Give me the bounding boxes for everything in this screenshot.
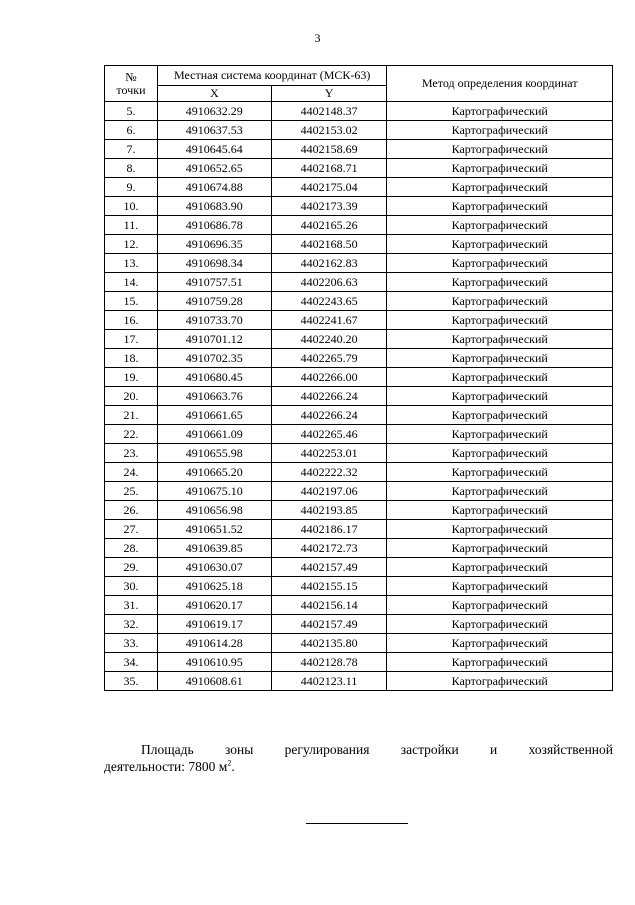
point-number-cell: 34. — [105, 653, 158, 672]
y-coordinate-cell: 4402157.49 — [271, 615, 387, 634]
x-coordinate-cell: 4910639.85 — [157, 539, 271, 558]
point-number-cell: 16. — [105, 311, 158, 330]
x-coordinate-cell: 4910680.45 — [157, 368, 271, 387]
x-coordinate-cell: 4910757.51 — [157, 273, 271, 292]
point-number-cell: 5. — [105, 102, 158, 121]
x-coordinate-cell: 4910614.28 — [157, 634, 271, 653]
area-value: деятельности: 7800 м — [104, 759, 228, 774]
x-coordinate-cell: 4910620.17 — [157, 596, 271, 615]
x-coordinate-cell: 4910683.90 — [157, 197, 271, 216]
x-coordinate-cell: 4910661.09 — [157, 425, 271, 444]
table-row — [105, 349, 613, 368]
table-row — [105, 330, 613, 349]
x-coordinate-cell: 4910625.18 — [157, 577, 271, 596]
x-coordinate-cell: 4910619.17 — [157, 615, 271, 634]
table-row — [105, 425, 613, 444]
point-number-cell: 30. — [105, 577, 158, 596]
table-row — [105, 444, 613, 463]
point-number-cell: 33. — [105, 634, 158, 653]
point-number-cell: 19. — [105, 368, 158, 387]
x-coordinate-cell: 4910663.76 — [157, 387, 271, 406]
method-cell: Картографический — [387, 349, 613, 368]
x-coordinate-cell: 4910655.98 — [157, 444, 271, 463]
point-number-cell: 17. — [105, 330, 158, 349]
x-coordinate-cell: 4910665.20 — [157, 463, 271, 482]
point-number-cell: 9. — [105, 178, 158, 197]
method-cell: Картографический — [387, 596, 613, 615]
y-coordinate-cell: 4402265.46 — [271, 425, 387, 444]
table-row — [105, 387, 613, 406]
table-row — [105, 235, 613, 254]
x-coordinate-cell: 4910610.95 — [157, 653, 271, 672]
method-cell: Картографический — [387, 102, 613, 121]
method-cell: Картографический — [387, 482, 613, 501]
y-coordinate-cell: 4402266.00 — [271, 368, 387, 387]
point-number-cell: 25. — [105, 482, 158, 501]
y-coordinate-cell: 4402165.26 — [271, 216, 387, 235]
method-cell: Картографический — [387, 501, 613, 520]
y-coordinate-cell: 4402148.37 — [271, 102, 387, 121]
method-cell: Картографический — [387, 558, 613, 577]
table-row — [105, 520, 613, 539]
table-row — [105, 482, 613, 501]
point-number-cell: 21. — [105, 406, 158, 425]
method-cell: Картографический — [387, 292, 613, 311]
x-coordinate-cell: 4910651.52 — [157, 520, 271, 539]
y-coordinate-cell: 4402175.04 — [271, 178, 387, 197]
method-cell: Картографический — [387, 672, 613, 691]
point-number-cell: 8. — [105, 159, 158, 178]
method-cell: Картографический — [387, 387, 613, 406]
method-cell: Картографический — [387, 444, 613, 463]
y-coordinate-cell: 4402206.63 — [271, 273, 387, 292]
method-cell: Картографический — [387, 254, 613, 273]
table-row — [105, 558, 613, 577]
point-number-cell: 20. — [105, 387, 158, 406]
x-coordinate-cell: 4910733.70 — [157, 311, 271, 330]
table-row — [105, 273, 613, 292]
y-coordinate-cell: 4402240.20 — [271, 330, 387, 349]
y-coordinate-cell: 4402172.73 — [271, 539, 387, 558]
method-header: Метод определения координат — [387, 66, 613, 102]
table-row — [105, 178, 613, 197]
point-number-cell: 18. — [105, 349, 158, 368]
y-coordinate-cell: 4402243.65 — [271, 292, 387, 311]
table-row — [105, 634, 613, 653]
point-number-cell: 10. — [105, 197, 158, 216]
table-row — [105, 121, 613, 140]
x-coordinate-cell: 4910652.65 — [157, 159, 271, 178]
table-row — [105, 254, 613, 273]
table-row — [105, 102, 613, 121]
x-coordinate-cell: 4910686.78 — [157, 216, 271, 235]
area-period: . — [231, 759, 235, 774]
point-number-header — [105, 66, 158, 102]
method-cell: Картографический — [387, 273, 613, 292]
point-number-cell: 14. — [105, 273, 158, 292]
method-cell: Картографический — [387, 520, 613, 539]
method-cell: Картографический — [387, 615, 613, 634]
y-coordinate-cell: 4402266.24 — [271, 406, 387, 425]
y-coordinate-cell: 4402123.11 — [271, 672, 387, 691]
method-cell: Картографический — [387, 121, 613, 140]
x-coordinate-cell: 4910645.64 — [157, 140, 271, 159]
x-coordinate-cell: 4910701.12 — [157, 330, 271, 349]
x-coordinate-cell: 4910661.65 — [157, 406, 271, 425]
y-coordinate-cell: 4402265.79 — [271, 349, 387, 368]
y-coordinate-cell: 4402162.83 — [271, 254, 387, 273]
table-row — [105, 596, 613, 615]
method-cell: Картографический — [387, 406, 613, 425]
y-coordinate-cell: 4402173.39 — [271, 197, 387, 216]
coordinates-table — [104, 65, 613, 691]
table-row — [105, 216, 613, 235]
table-row — [105, 311, 613, 330]
x-coordinate-cell: 4910702.35 — [157, 349, 271, 368]
x-coordinate-cell: 4910675.10 — [157, 482, 271, 501]
x-coordinate-cell: 4910674.88 — [157, 178, 271, 197]
y-coordinate-cell: 4402186.17 — [271, 520, 387, 539]
point-number-cell: 6. — [105, 121, 158, 140]
method-cell: Картографический — [387, 539, 613, 558]
y-coordinate-cell: 4402241.67 — [271, 311, 387, 330]
table-row — [105, 672, 613, 691]
y-coordinate-cell: 4402168.71 — [271, 159, 387, 178]
method-cell: Картографический — [387, 197, 613, 216]
y-coordinate-cell: 4402168.50 — [271, 235, 387, 254]
table-row — [105, 292, 613, 311]
table-row — [105, 577, 613, 596]
point-number-cell: 26. — [105, 501, 158, 520]
table-row — [105, 197, 613, 216]
area-statement-line1: Площадь зоны регулирования застройки и хозяйственной — [141, 742, 613, 757]
y-coordinate-cell: 4402193.85 — [271, 501, 387, 520]
method-cell: Картографический — [387, 577, 613, 596]
x-coordinate-cell: 4910698.34 — [157, 254, 271, 273]
y-coordinate-cell: 4402135.80 — [271, 634, 387, 653]
table-row — [105, 406, 613, 425]
y-coordinate-cell: 4402155.15 — [271, 577, 387, 596]
y-coordinate-cell: 4402253.01 — [271, 444, 387, 463]
y-coordinate-cell: 4402128.78 — [271, 653, 387, 672]
point-number-cell: 35. — [105, 672, 158, 691]
x-coordinate-cell: 4910759.28 — [157, 292, 271, 311]
point-number-cell: 13. — [105, 254, 158, 273]
area-statement-line2 — [104, 758, 613, 775]
method-cell: Картографический — [387, 368, 613, 387]
end-separator-line — [306, 823, 408, 824]
method-cell: Картографический — [387, 425, 613, 444]
x-coordinate-cell: 4910696.35 — [157, 235, 271, 254]
method-cell: Картографический — [387, 178, 613, 197]
point-number-cell: 32. — [105, 615, 158, 634]
point-number-cell: 23. — [105, 444, 158, 463]
x-coordinate-cell: 4910656.98 — [157, 501, 271, 520]
method-cell: Картографический — [387, 311, 613, 330]
y-coordinate-cell: 4402153.02 — [271, 121, 387, 140]
table-row — [105, 501, 613, 520]
point-number-cell: 27. — [105, 520, 158, 539]
point-number-cell: 22. — [105, 425, 158, 444]
table-row — [105, 368, 613, 387]
method-cell: Картографический — [387, 159, 613, 178]
x-coordinate-cell: 4910608.61 — [157, 672, 271, 691]
coordinate-system-header: Местная система координат (МСК-63) — [157, 66, 387, 86]
area-statement — [104, 741, 613, 775]
point-number-cell: 28. — [105, 539, 158, 558]
table-row — [105, 653, 613, 672]
point-number-cell: 11. — [105, 216, 158, 235]
point-number-cell: 31. — [105, 596, 158, 615]
method-cell: Картографический — [387, 140, 613, 159]
method-cell: Картографический — [387, 634, 613, 653]
y-coordinate-cell: 4402157.49 — [271, 558, 387, 577]
method-cell: Картографический — [387, 330, 613, 349]
page-number: 3 — [314, 31, 321, 45]
y-coordinate-cell: 4402158.69 — [271, 140, 387, 159]
table-row — [105, 539, 613, 558]
point-number-cell: 24. — [105, 463, 158, 482]
point-number-cell: 7. — [105, 140, 158, 159]
y-coordinate-cell: 4402156.14 — [271, 596, 387, 615]
table-row — [105, 615, 613, 634]
point-number-cell: 12. — [105, 235, 158, 254]
point-number-symbol: № — [125, 69, 137, 84]
method-cell: Картографический — [387, 463, 613, 482]
table-row — [105, 463, 613, 482]
method-cell: Картографический — [387, 216, 613, 235]
table-row — [105, 140, 613, 159]
point-number-cell: 29. — [105, 558, 158, 577]
method-cell: Картографический — [387, 653, 613, 672]
area-unit-superscript: 2 — [227, 758, 232, 768]
x-coordinate-cell: 4910637.53 — [157, 121, 271, 140]
y-header: Y — [271, 86, 387, 102]
y-coordinate-cell: 4402197.06 — [271, 482, 387, 501]
method-cell: Картографический — [387, 235, 613, 254]
point-number-label: точки — [116, 82, 146, 97]
table-row — [105, 159, 613, 178]
x-coordinate-cell: 4910632.29 — [157, 102, 271, 121]
point-number-cell: 15. — [105, 292, 158, 311]
x-coordinate-cell: 4910630.07 — [157, 558, 271, 577]
x-header: X — [157, 86, 271, 102]
y-coordinate-cell: 4402266.24 — [271, 387, 387, 406]
y-coordinate-cell: 4402222.32 — [271, 463, 387, 482]
